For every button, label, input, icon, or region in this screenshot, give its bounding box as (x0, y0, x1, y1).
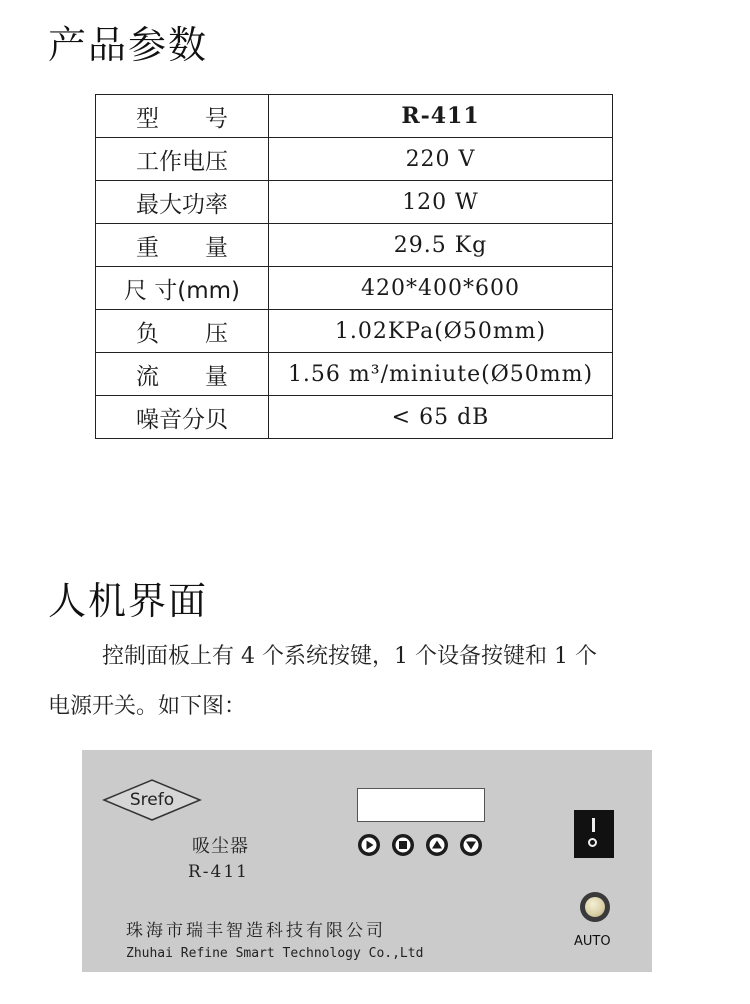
spec-table (95, 94, 613, 439)
description-line-2: 电源开关。如下图： (48, 694, 247, 719)
spec-label: 重 量 (96, 224, 269, 267)
product-model: R-411 (188, 862, 249, 882)
spec-row (96, 224, 613, 267)
spec-label: 最大功率 (96, 181, 269, 224)
section-title-hmi: 人机界面 (48, 579, 209, 623)
spec-row (96, 181, 613, 224)
company-name-en: Zhuhai Refine Smart Technology Co.,Ltd (126, 946, 424, 961)
switch-on-mark (592, 818, 595, 832)
spec-row (96, 267, 613, 310)
stop-button[interactable] (392, 834, 414, 856)
switch-off-mark (588, 838, 597, 847)
product-name: 吸尘器 (192, 836, 249, 857)
spec-row (96, 396, 613, 439)
section-title-params: 产品参数 (48, 23, 209, 67)
up-arrow-icon (428, 836, 446, 854)
company-name-cn: 珠海市瑞丰智造科技有限公司 (126, 921, 386, 941)
up-button[interactable] (426, 834, 448, 856)
spec-value: 1.56 m³/miniute(Ø50mm) (269, 353, 613, 396)
auto-button[interactable] (580, 892, 610, 922)
control-panel (82, 750, 652, 972)
lcd-display (357, 788, 485, 822)
power-switch[interactable] (574, 810, 614, 858)
stop-icon (394, 836, 412, 854)
down-button[interactable] (460, 834, 482, 856)
spec-value: 220 V (269, 138, 613, 181)
auto-label: AUTO (574, 934, 611, 949)
spec-label: 尺 寸(mm) (96, 267, 269, 310)
spec-label: 负 压 (96, 310, 269, 353)
spec-value: 120 W (269, 181, 613, 224)
spec-label: 工作电压 (96, 138, 269, 181)
spec-label: 型 号 (96, 95, 269, 138)
play-button[interactable] (358, 834, 380, 856)
description-line-1: 控制面板上有 4 个系统按键，1 个设备按键和 1 个 (102, 644, 597, 669)
spec-row (96, 95, 613, 138)
play-icon (360, 836, 378, 854)
spec-row (96, 310, 613, 353)
brand-logo: Srefo (129, 790, 175, 810)
spec-row (96, 138, 613, 181)
spec-value: 420*400*600 (269, 267, 613, 310)
down-arrow-icon (462, 836, 480, 854)
spec-value: 1.02KPa(Ø50mm) (269, 310, 613, 353)
spec-row (96, 353, 613, 396)
spec-value: 29.5 Kg (269, 224, 613, 267)
spec-value: < 65 dB (269, 396, 613, 439)
spec-label: 噪音分贝 (96, 396, 269, 439)
auto-button-cap (585, 897, 605, 917)
spec-label: 流 量 (96, 353, 269, 396)
spec-value: R-411 (269, 95, 613, 138)
